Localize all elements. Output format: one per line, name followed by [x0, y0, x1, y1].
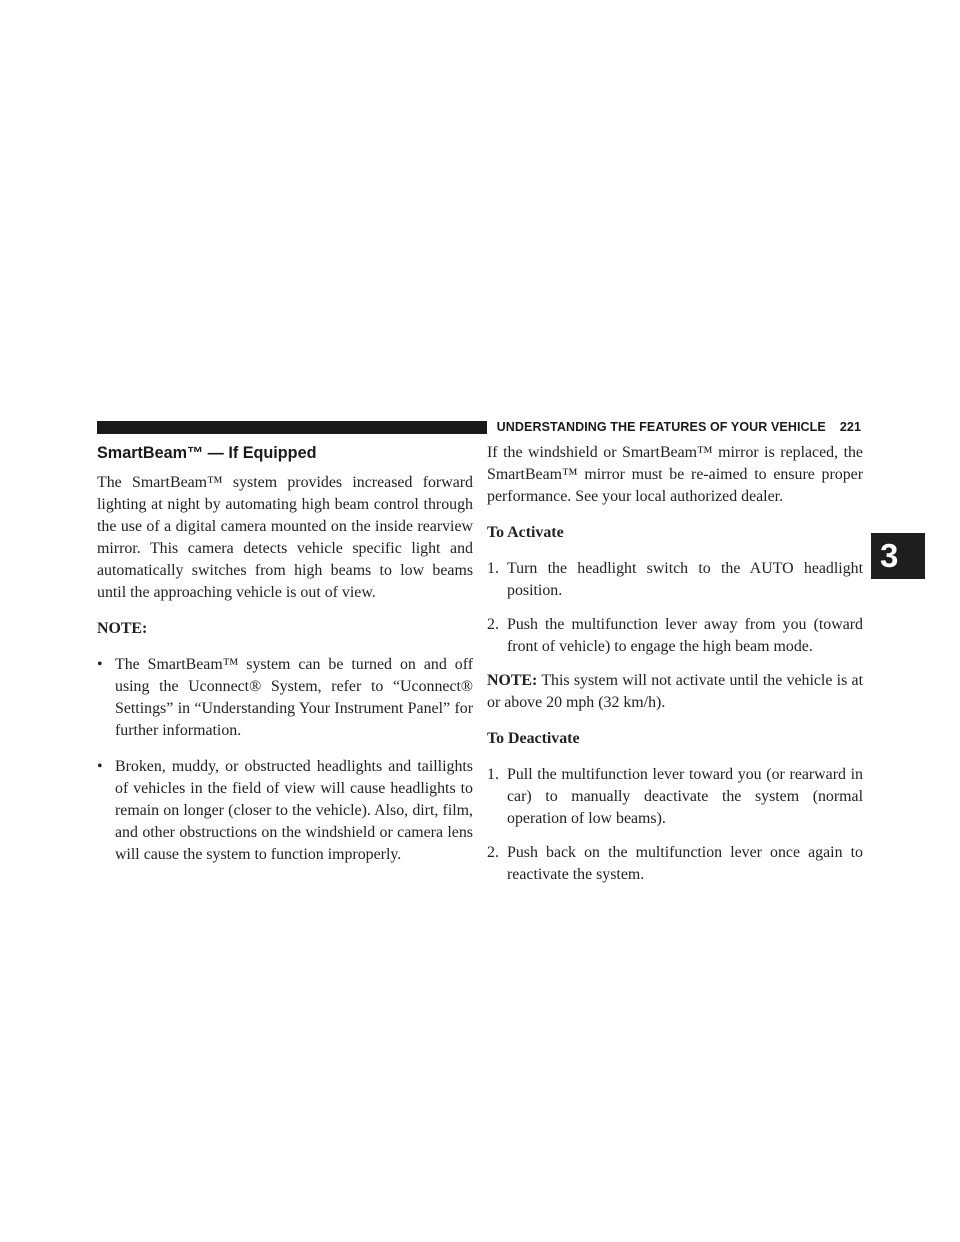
bullet-text: The SmartBeam™ system can be turned on and off using the Uconnect® System, refer to “Uconnect® Settings” in “Understanding Your Instrument Panel” for further information.: [115, 656, 473, 739]
activate-heading: To Activate: [487, 524, 564, 541]
step-number: 2.: [487, 844, 499, 861]
step-number: 2.: [487, 616, 499, 633]
bullet-icon: •: [97, 758, 103, 775]
step-text: Push back on the multifunction lever once again to reactivate the system.: [507, 844, 863, 883]
header-rule: [97, 421, 487, 434]
chapter-tab: 3: [871, 533, 925, 579]
page-number: 221: [839, 420, 861, 434]
deactivate-heading: To Deactivate: [487, 730, 580, 747]
bullet-item: [97, 756, 473, 866]
activate-step: [487, 558, 863, 602]
header-section-title: UNDERSTANDING THE FEATURES OF YOUR VEHICLE: [496, 420, 826, 434]
activate-step: [487, 614, 863, 658]
section-title: SmartBeam™ — If Equipped: [97, 444, 317, 462]
running-header: [97, 420, 863, 434]
mirror-paragraph: If the windshield or SmartBeam™ mirror is replaced, the SmartBeam™ mirror must be re-aimed to ensure proper performance. See your local authorized dealer.: [487, 444, 863, 505]
step-text: Push the multifunction lever away from you (toward front of vehicle) to engage the high beam mode.: [507, 616, 863, 655]
step-text: Turn the headlight switch to the AUTO headlight position.: [507, 560, 863, 599]
left-column: [97, 442, 473, 880]
deactivate-step: [487, 764, 863, 830]
bullet-text: Broken, muddy, or obstructed headlights and taillights of vehicles in the field of view will cause headlights to remain on longer (closer to the vehicle). Also, dirt, film, and other obstructions on the windshield or camera lens will cause the system to function improperly.: [115, 758, 473, 863]
step-number: 1.: [487, 766, 499, 783]
note-label: NOTE:: [97, 620, 148, 637]
bullet-item: [97, 654, 473, 742]
bullet-icon: •: [97, 656, 103, 673]
note-label: NOTE:: [487, 672, 538, 689]
speed-note: [487, 670, 863, 714]
right-column: [487, 442, 863, 898]
deactivate-step: [487, 842, 863, 886]
step-number: 1.: [487, 560, 499, 577]
step-text: Pull the multifunction lever toward you (or rearward in car) to manually deactivate the system (normal operation of low beams).: [507, 766, 863, 827]
note-text: This system will not activate until the vehicle is at or above 20 mph (32 km/h).: [487, 672, 863, 711]
intro-paragraph: The SmartBeam™ system provides increased forward lighting at night by automating high beam control through the use of a digital camera mounted on the inside rearview mirror. This camera detects vehicle specific light and automatically switches from high beams to low beams until the approaching vehicle is out of view.: [97, 474, 473, 601]
